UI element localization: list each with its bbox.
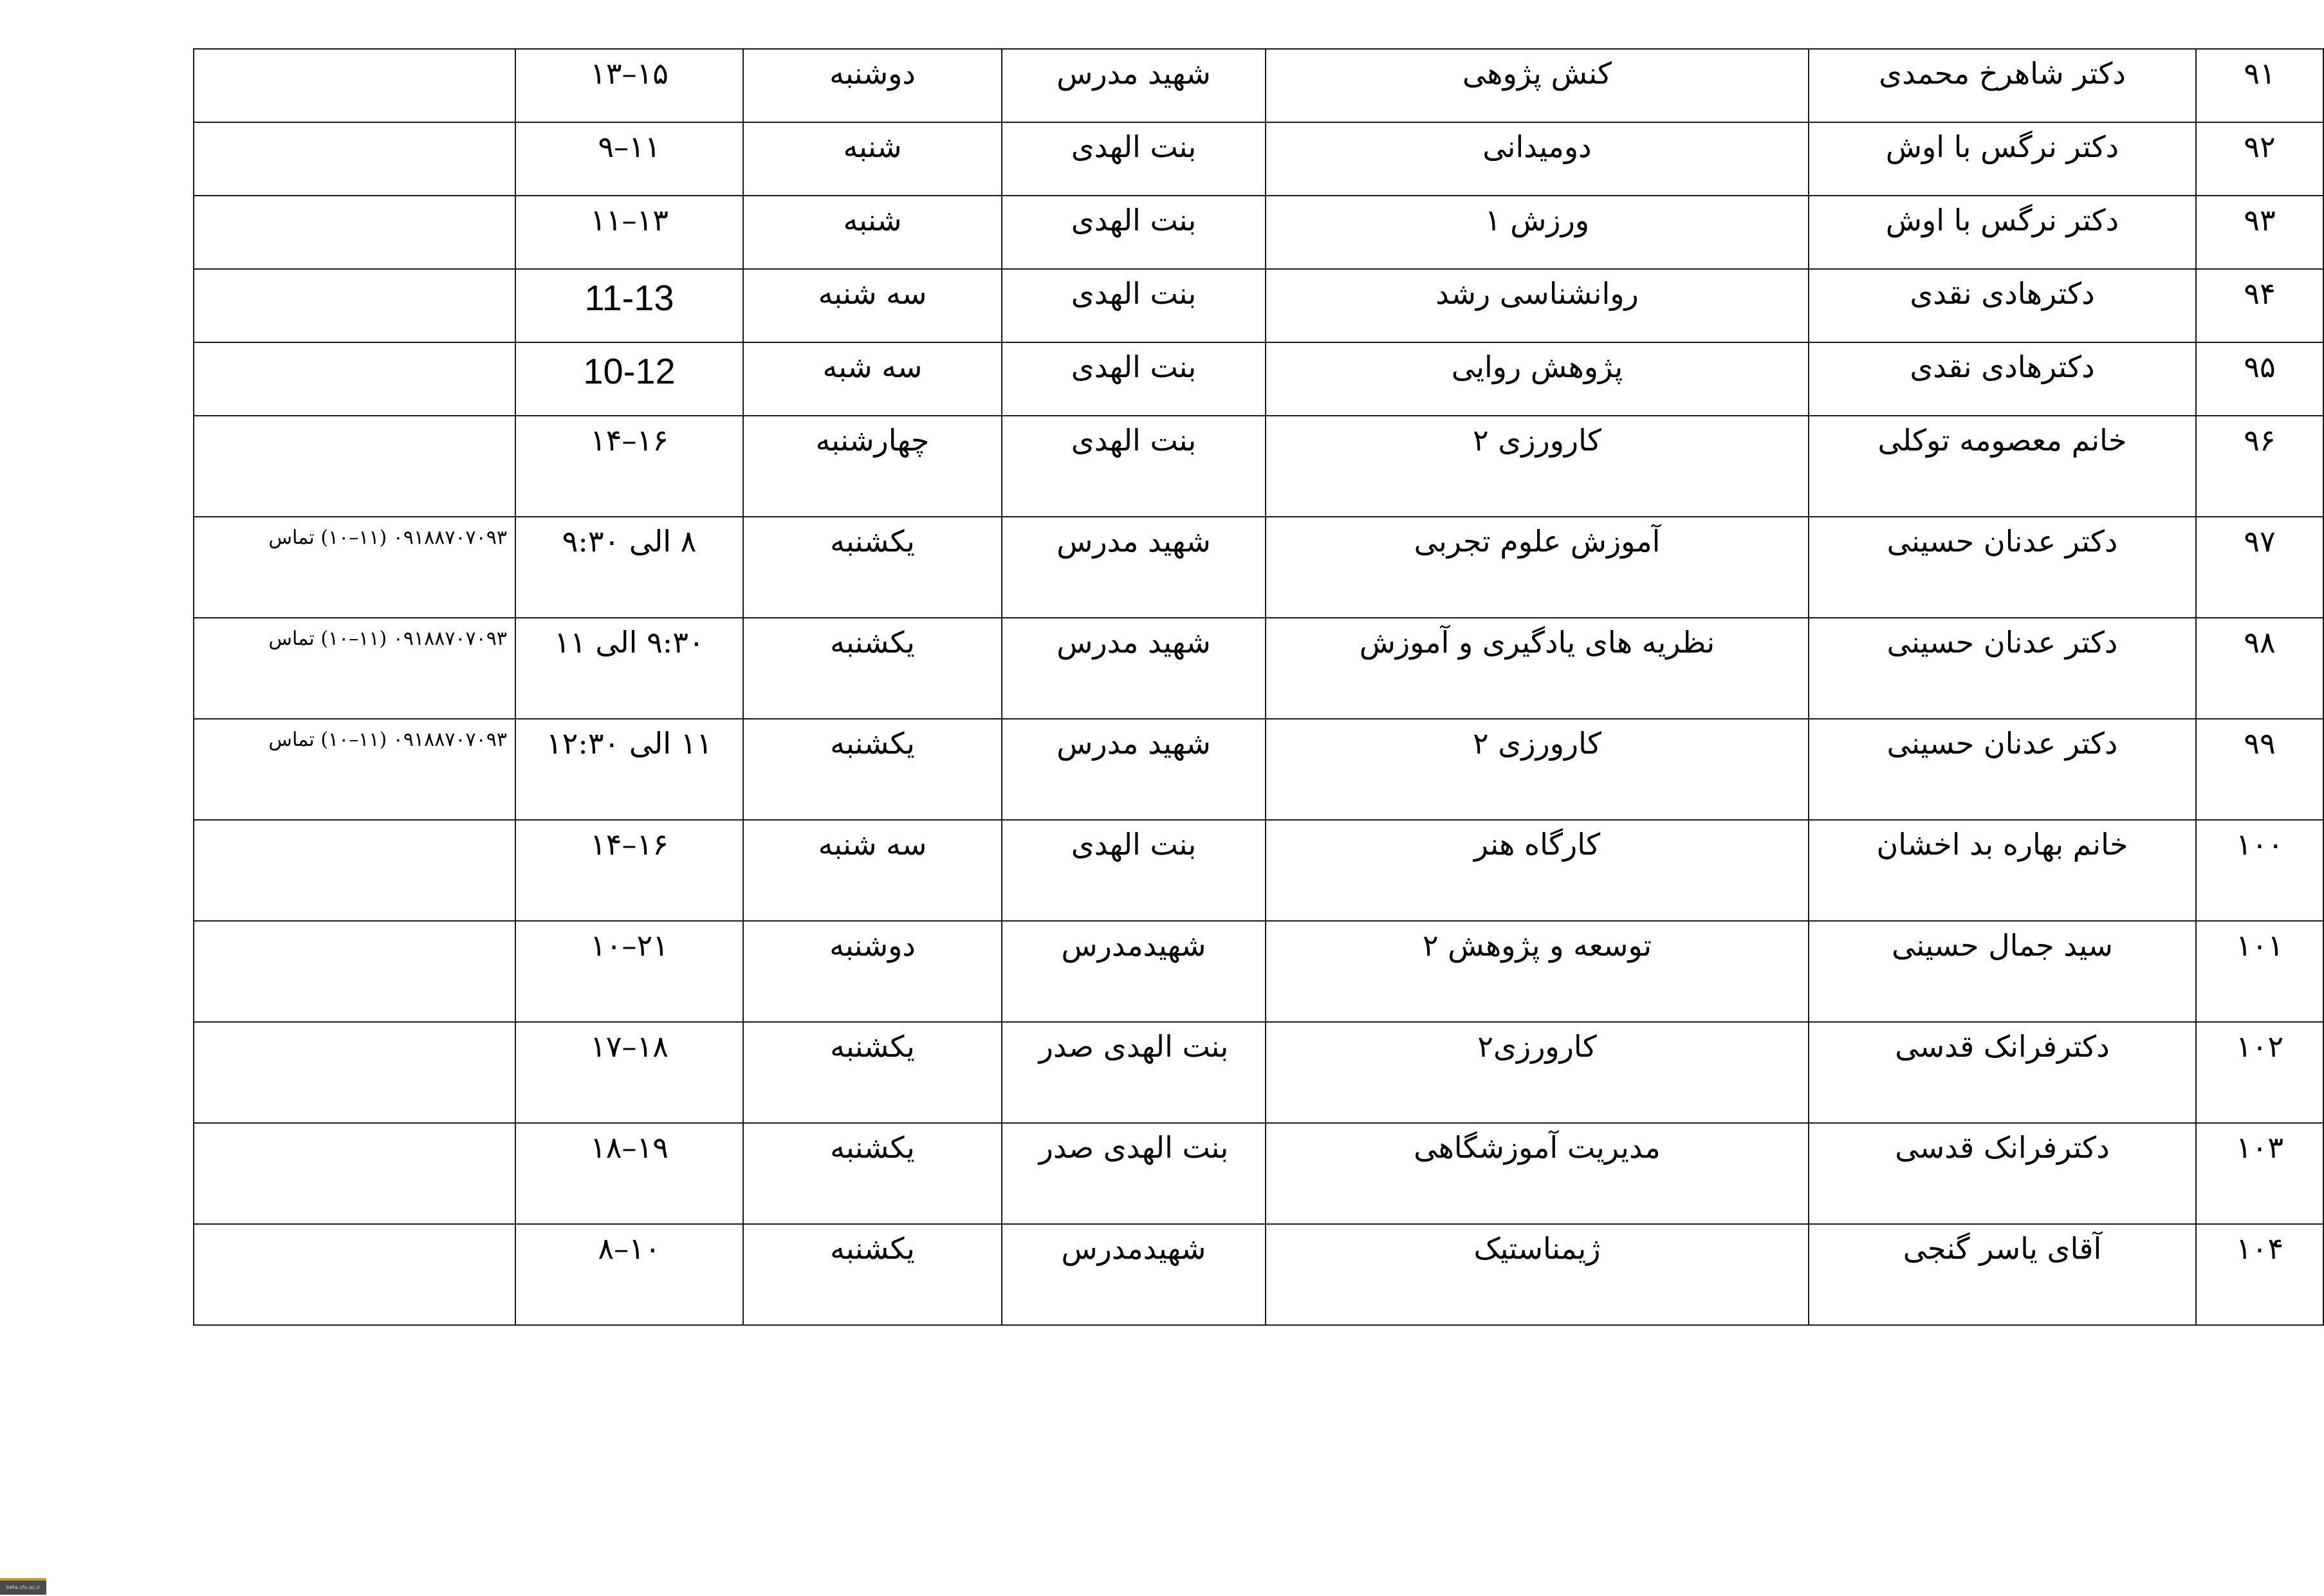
contact-note [194,1123,515,1224]
course-name: توسعه و پژوهش ۲ [1266,921,1809,1022]
table-row [194,820,2323,921]
teacher-name: دکتر شاهرخ محمدی [1809,49,2196,122]
course-name: مدیریت آموزشگاهی [1266,1123,1809,1224]
class-time: ۹:۳۰ الی ۱۱ [515,618,743,719]
teacher-name: دکتر عدنان حسینی [1809,517,2196,618]
teacher-name: خانم بهاره بد اخشان [1809,820,2196,921]
class-day: یکشنبه [743,618,1002,719]
teacher-name: آقای یاسر گنجی [1809,1224,2196,1325]
class-day: دوشنبه [743,921,1002,1022]
class-time: ۱۸–۱۷ [515,1022,743,1123]
campus-name: شهید مدرس [1002,517,1266,618]
class-day: شنبه [743,196,1002,269]
course-name: ورزش ۱ [1266,196,1809,269]
row-number: ۹۲ [2196,122,2323,196]
teacher-name: دکترهادی نقدی [1809,269,2196,342]
campus-name: بنت الهدی [1002,416,1266,517]
course-name: دومیدانی [1266,122,1809,196]
contact-note [194,269,515,342]
course-name: کارگاه هنر [1266,820,1809,921]
class-time: ۲۱–۱۰ [515,921,743,1022]
contact-note: ۰۹۱۸۸۷۰۷۰۹۳ (۱۱–۱۰) تماس [194,618,515,719]
course-name: کنش پژوهی [1266,49,1809,122]
teacher-name: دکترهادی نقدی [1809,342,2196,416]
class-day: سه شنبه [743,269,1002,342]
row-number: ۱۰۱ [2196,921,2323,1022]
course-name: روانشناسی رشد [1266,269,1809,342]
contact-note: ۰۹۱۸۸۷۰۷۰۹۳ (۱۱–۱۰) تماس [194,719,515,820]
table-row [194,618,2323,719]
row-number: ۹۸ [2196,618,2323,719]
class-time: ۸ الی ۹:۳۰ [515,517,743,618]
class-day: سه شبه [743,342,1002,416]
table-row [194,416,2323,517]
table-row [194,49,2323,122]
class-time: 11-13 [515,269,743,342]
teacher-name: سید جمال حسینی [1809,921,2196,1022]
class-day: یکشنبه [743,517,1002,618]
class-time: ۱۶–۱۴ [515,820,743,921]
class-time: ۱۹–۱۸ [515,1123,743,1224]
table-row [194,1224,2323,1325]
campus-name: بنت الهدی صدر [1002,1123,1266,1224]
contact-note [194,921,515,1022]
campus-name: بنت الهدی [1002,269,1266,342]
teacher-name: دکتر عدنان حسینی [1809,618,2196,719]
table-row [194,196,2323,269]
table-row [194,122,2323,196]
table-row [194,921,2323,1022]
campus-name: شهید مدرس [1002,719,1266,820]
teacher-name: دکتر نرگس با اوش [1809,196,2196,269]
contact-note: ۰۹۱۸۸۷۰۷۰۹۳ (۱۱–۱۰) تماس [194,517,515,618]
table-row [194,342,2323,416]
teacher-name: دکتر نرگس با اوش [1809,122,2196,196]
contact-note [194,1022,515,1123]
row-number: ۹۶ [2196,416,2323,517]
row-number: ۱۰۳ [2196,1123,2323,1224]
campus-name: بنت الهدی [1002,122,1266,196]
row-number: ۹۱ [2196,49,2323,122]
campus-name: شهید مدرس [1002,618,1266,719]
course-name: نظریه های یادگیری و آموزش [1266,618,1809,719]
class-time: ۱۱–۹ [515,122,743,196]
contact-note [194,196,515,269]
campus-name: شهیدمدرس [1002,921,1266,1022]
contact-note [194,416,515,517]
teacher-name: دکتر عدنان حسینی [1809,719,2196,820]
row-number: ۱۰۰ [2196,820,2323,921]
class-time: 10-12 [515,342,743,416]
campus-name: بنت الهدی [1002,342,1266,416]
teacher-name: خانم معصومه توکلی [1809,416,2196,517]
contact-note [194,122,515,196]
class-day: سه شنبه [743,820,1002,921]
class-time: ۱۵–۱۳ [515,49,743,122]
site-logo-link[interactable]: beta.cfu.ac.ir [0,1578,46,1595]
course-name: پژوهش روایی [1266,342,1809,416]
class-day: چهارشنبه [743,416,1002,517]
table-row [194,517,2323,618]
class-day: یکشنبه [743,1123,1002,1224]
teacher-name: دکترفرانک قدسی [1809,1022,2196,1123]
campus-name: بنت الهدی [1002,820,1266,921]
row-number: ۹۴ [2196,269,2323,342]
table-row [194,1022,2323,1123]
campus-name: شهیدمدرس [1002,1224,1266,1325]
class-time: ۱۱ الی ۱۲:۳۰ [515,719,743,820]
course-name: آموزش علوم تجربی [1266,517,1809,618]
row-number: ۱۰۴ [2196,1224,2323,1325]
row-number: ۹۹ [2196,719,2323,820]
campus-name: بنت الهدی [1002,196,1266,269]
course-name: کارورزی ۲ [1266,719,1809,820]
course-name: کارورزی۲ [1266,1022,1809,1123]
table-row [194,269,2323,342]
class-time: ۱۶–۱۴ [515,416,743,517]
contact-note [194,820,515,921]
table-row [194,719,2323,820]
class-time: ۱۰–۸ [515,1224,743,1325]
class-time: ۱۳–۱۱ [515,196,743,269]
row-number: ۱۰۲ [2196,1022,2323,1123]
class-day: یکشنبه [743,719,1002,820]
row-number: ۹۷ [2196,517,2323,618]
class-day: یکشنبه [743,1022,1002,1123]
row-number: ۹۵ [2196,342,2323,416]
contact-note [194,49,515,122]
contact-note [194,342,515,416]
class-day: شنبه [743,122,1002,196]
course-name: ژیمناستیک [1266,1224,1809,1325]
schedule-table [193,48,2324,1326]
class-day: دوشنبه [743,49,1002,122]
campus-name: شهید مدرس [1002,49,1266,122]
row-number: ۹۳ [2196,196,2323,269]
campus-name: بنت الهدی صدر [1002,1022,1266,1123]
contact-note [194,1224,515,1325]
course-name: کارورزی ۲ [1266,416,1809,517]
class-day: یکشنبه [743,1224,1002,1325]
table-row [194,1123,2323,1224]
teacher-name: دکترفرانک قدسی [1809,1123,2196,1224]
